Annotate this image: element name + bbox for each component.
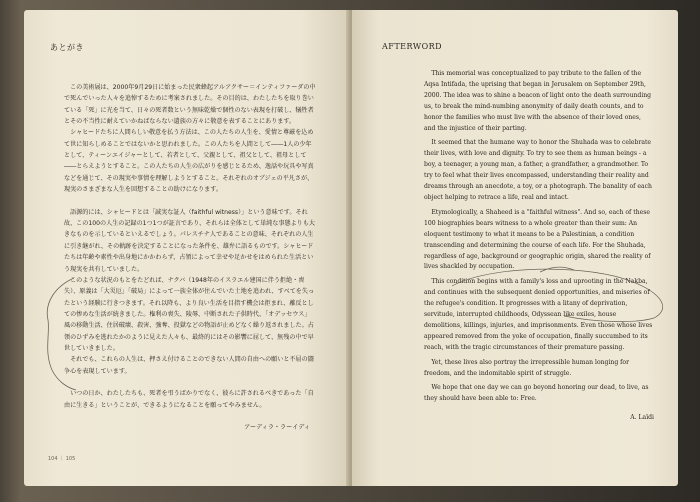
ja-paragraph: このような状況のもとをたどれば、ナクバ（1948年のイスラエル建国に伴う拒絶・喪失）、原義は「大災厄」「破局」によって一族全体が住んでいた土地を追われ、すべてを失ったという経験に行きつきます。それ以降も、より良い生活を目指す機会は拒まれ、離反としての惨めな生活が続きました。権利の喪失、陵辱、中断された子供時代、「オデッセウス」風の移動生活、住居破壊、殺害、強奪、投獄などの物語が止めどなく繰り返されました。占領のひずみを逃れたかのように見えた人々も、最終的にはその影響に屈して、無残の中で早世していきました。 [64, 276, 315, 352]
en-paragraph: This memorial was conceptualized to pay tribute to the fallen of the Aqsa Intifada, the uprising that began in Jerusalem on September 29th, 2000. The idea was to shine a beacon of light onto the death surrounding us, to break the mind-numbing anonymity of daily death counts, and to honor the families who must live with the absence of their loved ones, and the injustice of their parting. [424, 70, 652, 132]
en-author: A. Laïdi [630, 414, 654, 422]
ja-paragraph: この美術展は、2000年9月29日に始まった民衆蜂起アルアクサー＝インティファーダの中で死んでいった人々を追悼するために考案されました。その目的は、わたしたちを取り巻いている「死」に光を当て、日々の死者数という無味乾燥で個性のない表現を打破し、犠牲者とその不当性に耐えていかねばならない遺族の方々に敬意を表することにあります。 [64, 84, 316, 126]
en-paragraph: It seemed that the humane way to honor the Shuhada was to celebrate their lives, with love and dignity. To try to see them as human beings - a boy, a teenager, a young man, a father, a grandfather, a grandmother. To try to feel what their lives encompassed, understanding their reality and dreams through an anecdote, a toy, or a photograph. The banality of each object helping to retrace a life, real and intact. [424, 139, 652, 201]
ja-paragraph: シャヒードたちに人間らしい敬意を払う方法は、この人たちの人生を、愛情と尊厳を込めて世に知らしめることではないかと思われました。この人たちを人間として――1人の少年として、ティーンエイジャーとして、若者として、父親として、祖父として、祖母として――とらえようとすること。この人たちの人生の広がりを感じとるため、逸話や玩具や写真などを通じて、その現実や事情を理解しようとすること。それぞれのオブジェの平凡さが、現実のさまざまな人生を回想することの助けになります。 [64, 129, 314, 194]
ja-author: アーディラ・ラーイディ [244, 423, 310, 431]
ja-paragraph: それでも、これらの人生は、押さえ付けることのできない人間の自由への願いと不屈の闘争心を表現しています。 [64, 356, 314, 375]
en-paragraph: Yet, these lives also portray the irrepressible human longing for freedom, and the indomitable spirit of struggle. [424, 358, 629, 377]
right-page [352, 10, 678, 486]
left-page [24, 10, 350, 486]
ja-paragraph: いつの日か、わたしたちも、死者を弔うばかりでなく、彼らに許されるべきであった「自由に生きる」ということが、できるようになることを願ってやみません。 [64, 390, 314, 409]
en-paragraph: This condition begins with a family's loss and uprooting in the Nakba, and continues with the subsequent denied opportunities, and miseries of the refugee's condition. It progresses with a litany of deprivation, servitude, interrupted childhoods, Odyssean like exiles, house demolitions, killings, injuries, and imprisonments. Even those whose lives appeared removed from the yoke of occupation, finally succumbed to its reach, with the tragic circumstances of their premature passing. [424, 278, 653, 351]
en-paragraph: We hope that one day we can go beyond honoring our dead, to live, as they should have been able to: Free. [424, 384, 649, 403]
page-number-footer: 104 ｜ 105 [48, 456, 76, 462]
left-page-header: あとがき [50, 43, 84, 52]
japanese-afterword-text [64, 82, 316, 433]
right-page-header: AFTERWORD [382, 42, 443, 51]
english-afterword-text [424, 69, 654, 424]
ja-paragraph: 語源的には、シャヒードとは「誠実な証人（faithful witness）」という意味です。それ故、この100の人生の記録の1つ1つが証言であり、それらは全体として単純な事態よりも大きなものを示しているといえるでしょう。パレスチナ人であることの意味、それぞれの人生に引き継がれ、その軌跡を決定することになった条件を、雄弁に語るものです。シャヒードたちは年齢や素性や出身地にかかわらず、占領によって幸せや足かせをはめられた生活という現実を共有していました。 [64, 208, 315, 273]
en-paragraph: Etymologically, a Shaheed is a "faithful witness". And so, each of these 100 biographies bears witness to a whole greater than their sum: An eloquent testimony to what it means to be a Palestinian, a condition transcending and determining the course of each life. For the Shuhada, regardless of age, background or geographic origin, shared the reality of lives shackled by occupation. [424, 208, 651, 271]
